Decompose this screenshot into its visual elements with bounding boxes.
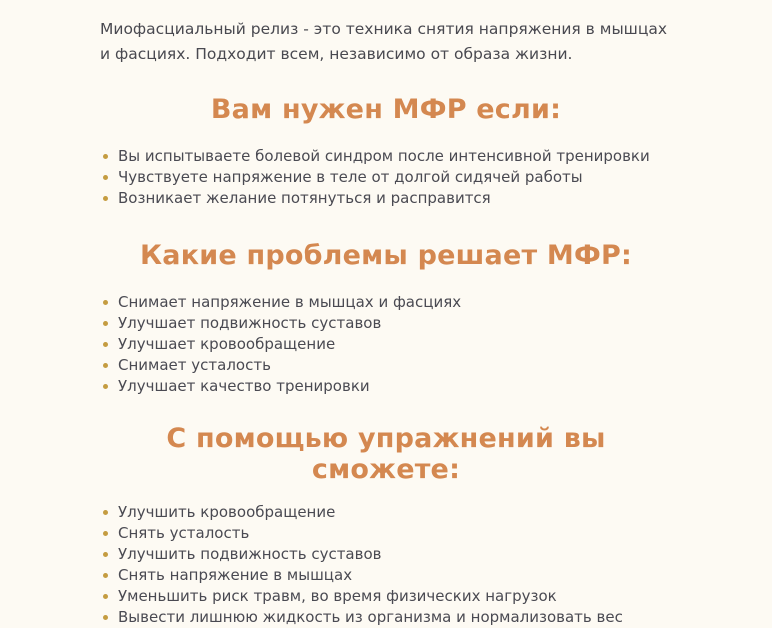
bullet-dot-icon — [103, 384, 108, 389]
list-item — [100, 376, 672, 397]
list-item — [100, 334, 672, 355]
list-item-text: Улучшить подвижность суставов — [118, 545, 382, 563]
list-item — [100, 565, 672, 586]
list-item-text: Снять усталость — [118, 524, 250, 542]
list-problems-solved — [100, 292, 672, 397]
list-item-text: Уменьшить риск травм, во время физических нагрузок — [118, 587, 557, 605]
bullet-dot-icon — [103, 531, 108, 536]
list-exercise-benefits — [100, 502, 672, 628]
list-item — [100, 188, 672, 209]
list-item-text: Улучшает подвижность суставов — [118, 314, 382, 332]
intro-paragraph: Миофасциальный релиз - это техника снятия напряжения в мышцах и фасциях. Подходит всем, независимо от образа жизни. — [100, 20, 668, 63]
list-item-text: Улучшает кровообращение — [118, 335, 336, 353]
bullet-dot-icon — [103, 594, 108, 599]
list-item-text: Улучшает качество тренировки — [118, 377, 370, 395]
heading-exercise-benefits: С помощью упражнений вы сможете: — [166, 423, 606, 485]
list-item-text: Вы испытываете болевой синдром после интенсивной тренировки — [118, 147, 650, 165]
heading-need-mfr: Вам нужен МФР если: — [210, 94, 562, 125]
list-item-text: Улучшить кровообращение — [118, 503, 336, 521]
bullet-dot-icon — [103, 154, 108, 159]
list-item — [100, 313, 672, 334]
bullet-dot-icon — [103, 196, 108, 201]
bullet-dot-icon — [103, 300, 108, 305]
bullet-dot-icon — [103, 510, 108, 515]
list-need-mfr — [100, 146, 672, 209]
bullet-dot-icon — [103, 615, 108, 620]
list-item — [100, 355, 672, 376]
list-item — [100, 607, 672, 628]
list-item-text: Чувствуете напряжение в теле от долгой сидячей работы — [118, 168, 583, 186]
list-item-text: Снимает напряжение в мышцах и фасциях — [118, 293, 462, 311]
bullet-dot-icon — [103, 573, 108, 578]
list-item — [100, 146, 672, 167]
page-content — [100, 0, 672, 628]
list-item — [100, 523, 672, 544]
list-item — [100, 544, 672, 565]
bullet-dot-icon — [103, 175, 108, 180]
list-item — [100, 167, 672, 188]
bullet-dot-icon — [103, 342, 108, 347]
list-item — [100, 292, 672, 313]
list-item-text: Снять напряжение в мышцах — [118, 566, 353, 584]
list-item — [100, 586, 672, 607]
heading-problems-solved: Какие проблемы решает МФР: — [140, 240, 632, 271]
bullet-dot-icon — [103, 321, 108, 326]
bullet-dot-icon — [103, 552, 108, 557]
bullet-dot-icon — [103, 363, 108, 368]
list-item-text: Снимает усталость — [118, 356, 271, 374]
list-item — [100, 502, 672, 523]
list-item-text: Возникает желание потянуться и расправится — [118, 189, 491, 207]
list-item-text: Вывести лишнюю жидкость из организма и нормализовать вес — [118, 608, 623, 626]
